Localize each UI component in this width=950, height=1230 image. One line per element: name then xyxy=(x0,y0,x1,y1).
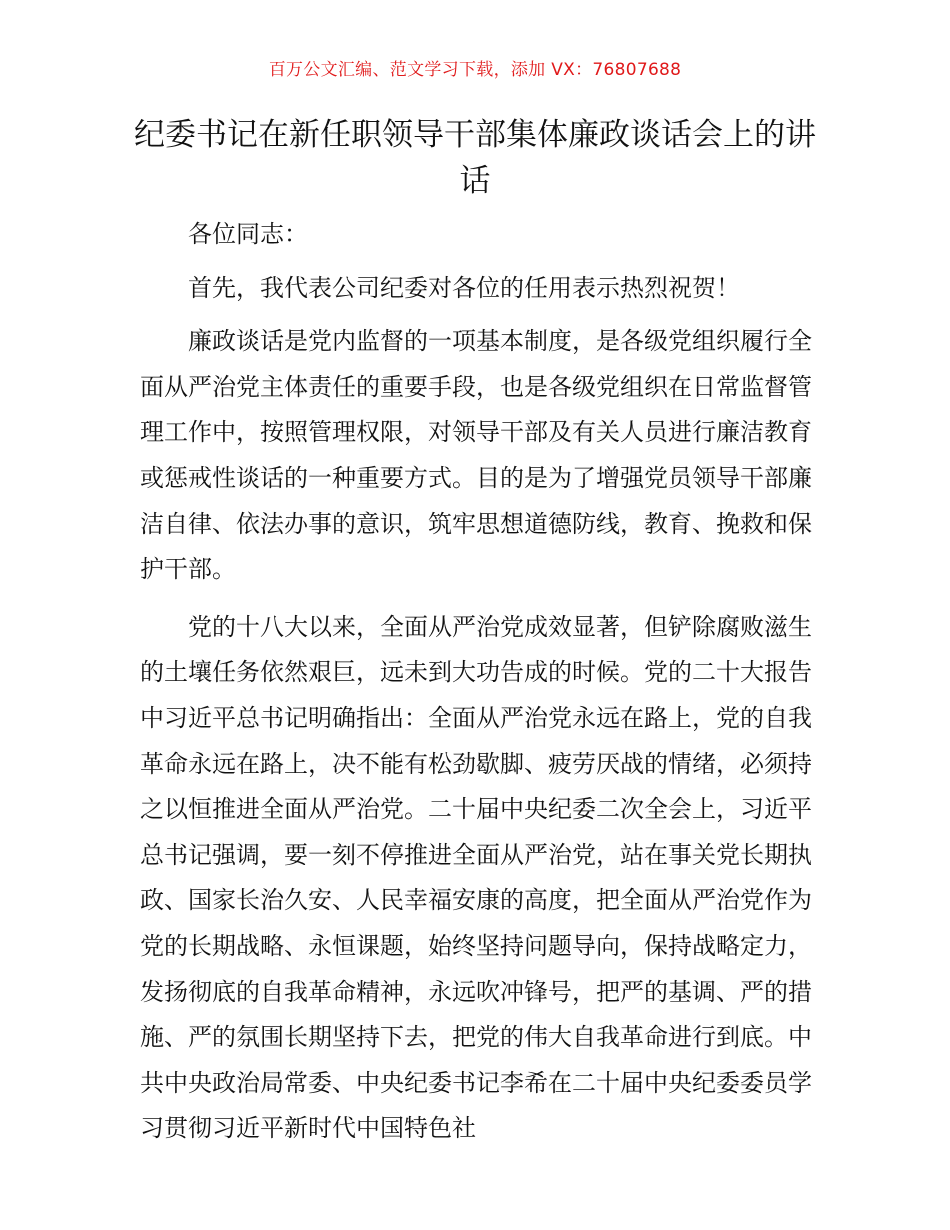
paragraph-greeting: 首先，我代表公司纪委对各位的任用表示热烈祝贺！ xyxy=(188,273,740,302)
paragraph-context: 党的十八大以来，全面从严治党成效显著，但铲除腐败滋生的土壤任务依然艰巨，远未到大功告成的时候。党的二十大报告中习近平总书记明确指出：全面从严治党永远在路上，党的自我革命永远在路上，决不能有松劲歇脚、疲劳厌战的情绪，必须持之以恒推进全面从严治党。二十届中央纪委二次全会上，习近平总书记强调，要一刻不停推进全面从严治党，站在事关党长期执政、国家长治久安、人民幸福安康的高度，把全面从严治党作为党的长期战略、永恒课题，始终坚持问题导向，保持战略定力，发扬彻底的自我革命精神，永远吹冲锋号，把严的基调、严的措施、严的氛围长期坚持下去，把党的伟大自我革命进行到底。中共中央政治局常委、中央纪委书记李希在二十届中央纪委委员学习贯彻习近平新时代中国特色社 xyxy=(140,612,812,1143)
header-note: 百万公文汇编、范文学习下载，添加 VX：76807688 xyxy=(268,60,682,80)
document-title: 纪委书记在新任职领导干部集体廉政谈话会上的讲话 xyxy=(134,117,816,199)
salutation: 各位同志： xyxy=(188,220,308,248)
paragraph-purpose: 廉政谈话是党内监督的一项基本制度，是各级党组织履行全面从严治党主体责任的重要手段，也是各级党组织在日常监督管理工作中，按照管理权限，对领导干部及有关人员进行廉洁教育或惩戒性谈话的一种重要方式。目的是为了增强党员领导干部廉洁自律、依法办事的意识，筑牢思想道德防线，教育、挽救和保护干部。 xyxy=(140,327,812,584)
document-body xyxy=(140,212,812,1164)
